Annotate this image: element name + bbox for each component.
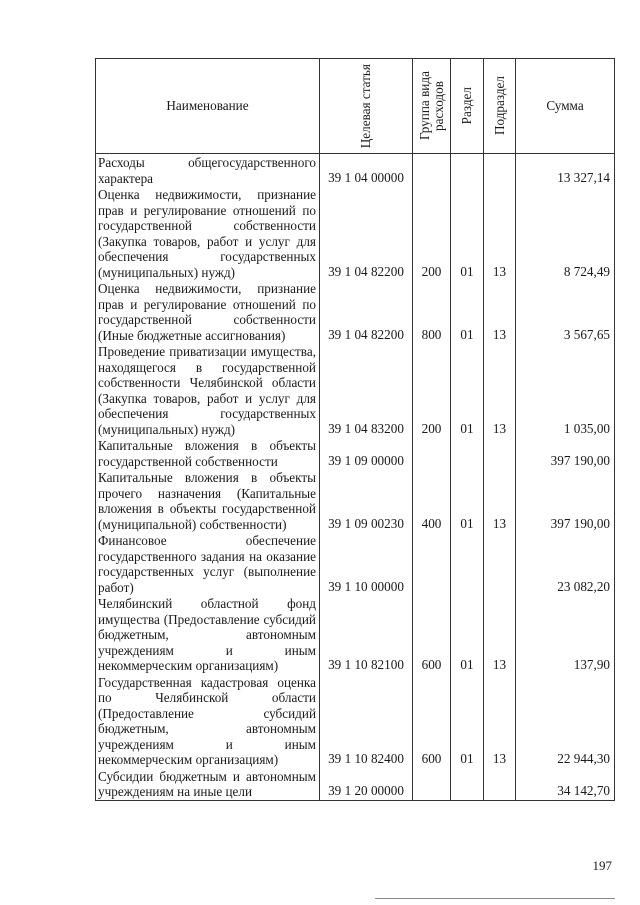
budget-table (95, 58, 615, 801)
row-name: Субсидии бюджетным и автономным учреждениям на иные цели (96, 768, 320, 801)
row-name: Капитальные вложения в объекты прочего назначения (Капитальные вложения в объекты государственной (муниципальной) собственности) (96, 469, 320, 532)
row-section (451, 532, 484, 595)
row-group: 200 (413, 343, 451, 437)
header-sum: Сумма (516, 59, 615, 154)
row-subsection: 13 (484, 280, 516, 343)
row-subsection: 13 (484, 674, 516, 768)
header-group (413, 59, 451, 154)
row-section (451, 768, 484, 801)
row-section: 01 (451, 674, 484, 768)
table-row (96, 154, 615, 187)
row-group: 400 (413, 469, 451, 532)
row-group: 200 (413, 186, 451, 280)
table-row (96, 343, 615, 437)
header-code (320, 59, 413, 154)
row-sum: 137,90 (516, 595, 615, 674)
row-section: 01 (451, 280, 484, 343)
row-name: Оценка недвижимости, признание прав и регулирование отношений по государственной собственности (Закупка товаров, работ и услуг для обеспечения государственных (муниципальных) нужд) (96, 186, 320, 280)
row-section: 01 (451, 186, 484, 280)
row-code: 39 1 04 00000 (320, 154, 413, 187)
row-name: Государственная кадастровая оценка по Челябинской области (Предоставление субсидий бюджетным, автономным учреждениям и иным некоммерческим организациям) (96, 674, 320, 768)
row-subsection (484, 532, 516, 595)
row-name: Челябинский областной фонд имущества (Предоставление субсидий бюджетным, автономным учреждениям и иным некоммерческим организациям) (96, 595, 320, 674)
header-code-label: Целевая статья (358, 63, 373, 149)
row-group (413, 437, 451, 469)
row-code: 39 1 09 00230 (320, 469, 413, 532)
row-name: Расходы общегосударственного характера (96, 154, 320, 187)
row-name: Проведение приватизации имущества, находящегося в государственной собственности Челябинской области (Закупка товаров, работ и услуг для обеспечения государственных (муниципальных) нужд) (96, 343, 320, 437)
row-group: 600 (413, 674, 451, 768)
table-row (96, 469, 615, 532)
row-subsection: 13 (484, 343, 516, 437)
row-code: 39 1 10 82400 (320, 674, 413, 768)
row-code: 39 1 04 83200 (320, 343, 413, 437)
row-group (413, 768, 451, 801)
row-subsection (484, 768, 516, 801)
row-subsection: 13 (484, 469, 516, 532)
row-section: 01 (451, 469, 484, 532)
row-sum: 23 082,20 (516, 532, 615, 595)
table-row (96, 186, 615, 280)
row-sum: 8 724,49 (516, 186, 615, 280)
table-header-row (96, 59, 615, 154)
row-section (451, 437, 484, 469)
header-subsection (484, 59, 516, 154)
table-row (96, 768, 615, 801)
row-sum: 1 035,00 (516, 343, 615, 437)
row-section (451, 154, 484, 187)
row-name: Оценка недвижимости, признание прав и регулирование отношений по государственной собственности (Иные бюджетные ассигнования) (96, 280, 320, 343)
row-sum: 397 190,00 (516, 469, 615, 532)
row-code: 39 1 20 00000 (320, 768, 413, 801)
row-group (413, 154, 451, 187)
row-sum: 397 190,00 (516, 437, 615, 469)
row-group: 600 (413, 595, 451, 674)
row-section: 01 (451, 595, 484, 674)
row-subsection: 13 (484, 186, 516, 280)
header-subsection-label: Подраздел (491, 76, 507, 136)
row-code: 39 1 10 82100 (320, 595, 413, 674)
row-group: 800 (413, 280, 451, 343)
table-row (96, 595, 615, 674)
table-row (96, 280, 615, 343)
row-code: 39 1 04 82200 (320, 186, 413, 280)
row-code: 39 1 10 00000 (320, 532, 413, 595)
header-section (451, 59, 484, 154)
row-code: 39 1 04 82200 (320, 280, 413, 343)
table-row (96, 674, 615, 768)
row-sum: 13 327,14 (516, 154, 615, 187)
row-section: 01 (451, 343, 484, 437)
row-sum: 34 142,70 (516, 768, 615, 801)
table-row (96, 532, 615, 595)
row-subsection (484, 437, 516, 469)
row-sum: 3 567,65 (516, 280, 615, 343)
table-row (96, 437, 615, 469)
header-section-label: Раздел (459, 87, 474, 125)
header-name: Наименование (96, 59, 320, 154)
row-sum: 22 944,30 (516, 674, 615, 768)
footer-rule (375, 898, 615, 899)
row-name: Капитальные вложения в объекты государственной собственности (96, 437, 320, 469)
row-group (413, 532, 451, 595)
page-number: 197 (592, 858, 612, 873)
row-code: 39 1 09 00000 (320, 437, 413, 469)
row-subsection: 13 (484, 595, 516, 674)
row-name: Финансовое обеспечение государственного задания на оказание государственных услуг (выполнение работ) (96, 532, 320, 595)
row-subsection (484, 154, 516, 187)
header-group-label: Группа вида расходов (416, 71, 446, 141)
